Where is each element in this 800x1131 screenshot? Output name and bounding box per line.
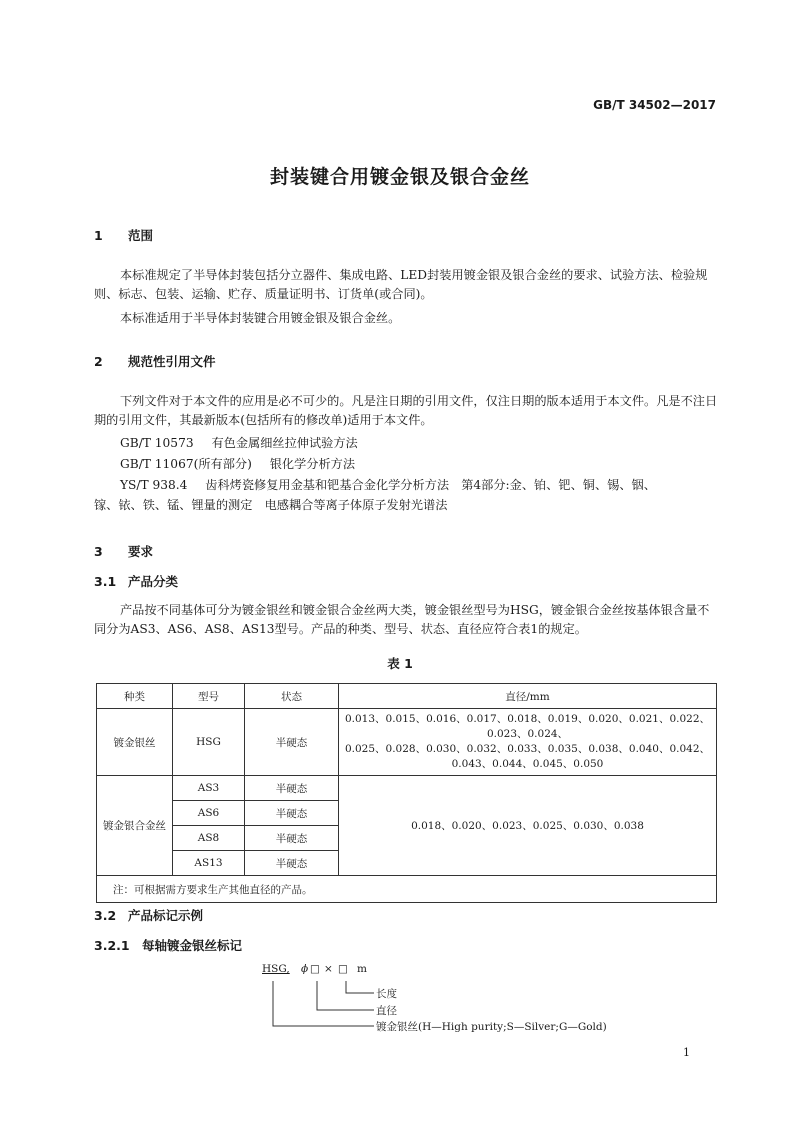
cell-state: 半硬态 (245, 826, 339, 851)
cell-state: 半硬态 (245, 776, 339, 801)
section-number: 3.1 (94, 574, 117, 589)
cell-kind: 镀金银合金丝 (97, 776, 173, 876)
reference-code: GB/T 10573 (120, 436, 194, 450)
section-title: 范围 (128, 228, 154, 243)
diagram-label-diameter: 直径 (376, 1005, 397, 1017)
section-title: 产品标记示例 (128, 908, 204, 923)
section-title: 要求 (128, 544, 154, 559)
section-number: 2 (94, 354, 103, 369)
header-cell-state: 状态 (245, 684, 339, 709)
section-title: 规范性引用文件 (128, 354, 216, 369)
diameter-line: 0.025、0.028、0.030、0.032、0.033、0.035、0.038、0.040、0.042、 (344, 743, 711, 755)
diagram-times: × (324, 963, 333, 975)
cell-diameter: 0.018、0.020、0.023、0.025、0.030、0.038 (339, 776, 717, 876)
section-number: 3.2.1 (94, 938, 130, 953)
cell-model: HSG (173, 709, 245, 776)
page-number: 1 (683, 1046, 690, 1059)
section-1-paragraph-1: 本标准规定了半导体封装包括分立器件、集成电路、LED封装用镀金银及银合金丝的要求、试验方法、检验规则、标志、包装、运输、贮存、质量证明书、订货单(或合同)。 (94, 268, 708, 301)
diagram-diameter-box: □ (310, 963, 320, 975)
section-3-1-paragraph: 产品按不同基体可分为镀金银丝和镀金银合金丝两大类，镀金银丝型号为HSG，镀金银合金丝按基体银含量不同分为AS3、AS6、AS8、AS13型号。产品的种类、型号、状态、直径应符合表1的规定。 (94, 603, 710, 636)
reference-name: 齿科烤瓷修复用金基和钯基合金化学分析方法 第4部分:金、铂、钯、铜、锡、铟、 (205, 478, 656, 492)
diagram-label-length: 长度 (376, 988, 397, 1000)
reference-code: YS/T 938.4 (120, 478, 188, 492)
cell-state: 半硬态 (245, 801, 339, 826)
section-1-paragraph-2: 本标准适用于半导体封装键合用镀金银及银合金丝。 (120, 311, 401, 325)
diameter-line: 0.043、0.044、0.045、0.050 (451, 758, 604, 770)
cell-state: 半硬态 (245, 709, 339, 776)
cell-model: AS8 (173, 826, 245, 851)
section-number: 3 (94, 544, 103, 559)
diagram-length-box: □ (338, 963, 348, 975)
reference-name: 银化学分析方法 (269, 457, 356, 471)
diagram-phi: ϕ (301, 963, 309, 975)
table-caption: 表 1 (387, 656, 413, 671)
header-cell-model: 型号 (173, 684, 245, 709)
reference-name: 有色金属细丝拉伸试验方法 (211, 436, 358, 450)
diagram-code: HSG, (262, 963, 290, 975)
table-note: 注：可根据需方要求生产其他直径的产品。 (97, 876, 717, 903)
section-2-paragraph-1: 下列文件对于本文件的应用是必不可少的。凡是注日期的引用文件，仅注日期的版本适用于本文件。凡是不注日期的引用文件，其最新版本(包括所有的修改单)适用于本文件。 (94, 394, 718, 427)
diagram-label-type: 镀金银丝(H—High purity;S—Silver;G—Gold) (376, 1021, 607, 1033)
reference-code: GB/T 11067(所有部分) (120, 457, 252, 471)
header-cell-kind: 种类 (97, 684, 173, 709)
reference-continuation: 镓、铱、铁、锰、锂量的测定 电感耦合等离子体原子发射光谱法 (94, 498, 448, 512)
header-cell-diameter: 直径/mm (339, 684, 717, 709)
section-number: 1 (94, 228, 103, 243)
diameter-line: 0.013、0.015、0.016、0.017、0.018、0.019、0.020、0.021、0.022、0.023、0.024、 (344, 713, 711, 740)
diagram-unit: m (357, 963, 367, 975)
cell-kind: 镀金银丝 (97, 709, 173, 776)
section-title: 每轴镀金银丝标记 (142, 938, 243, 953)
standard-number: GB/T 34502—2017 (593, 98, 716, 112)
document-title: 封装键合用镀金银及银合金丝 (269, 166, 530, 188)
cell-model: AS3 (173, 776, 245, 801)
section-title: 产品分类 (128, 574, 179, 589)
cell-model: AS13 (173, 851, 245, 876)
cell-state: 半硬态 (245, 851, 339, 876)
section-number: 3.2 (94, 908, 117, 923)
cell-model: AS6 (173, 801, 245, 826)
